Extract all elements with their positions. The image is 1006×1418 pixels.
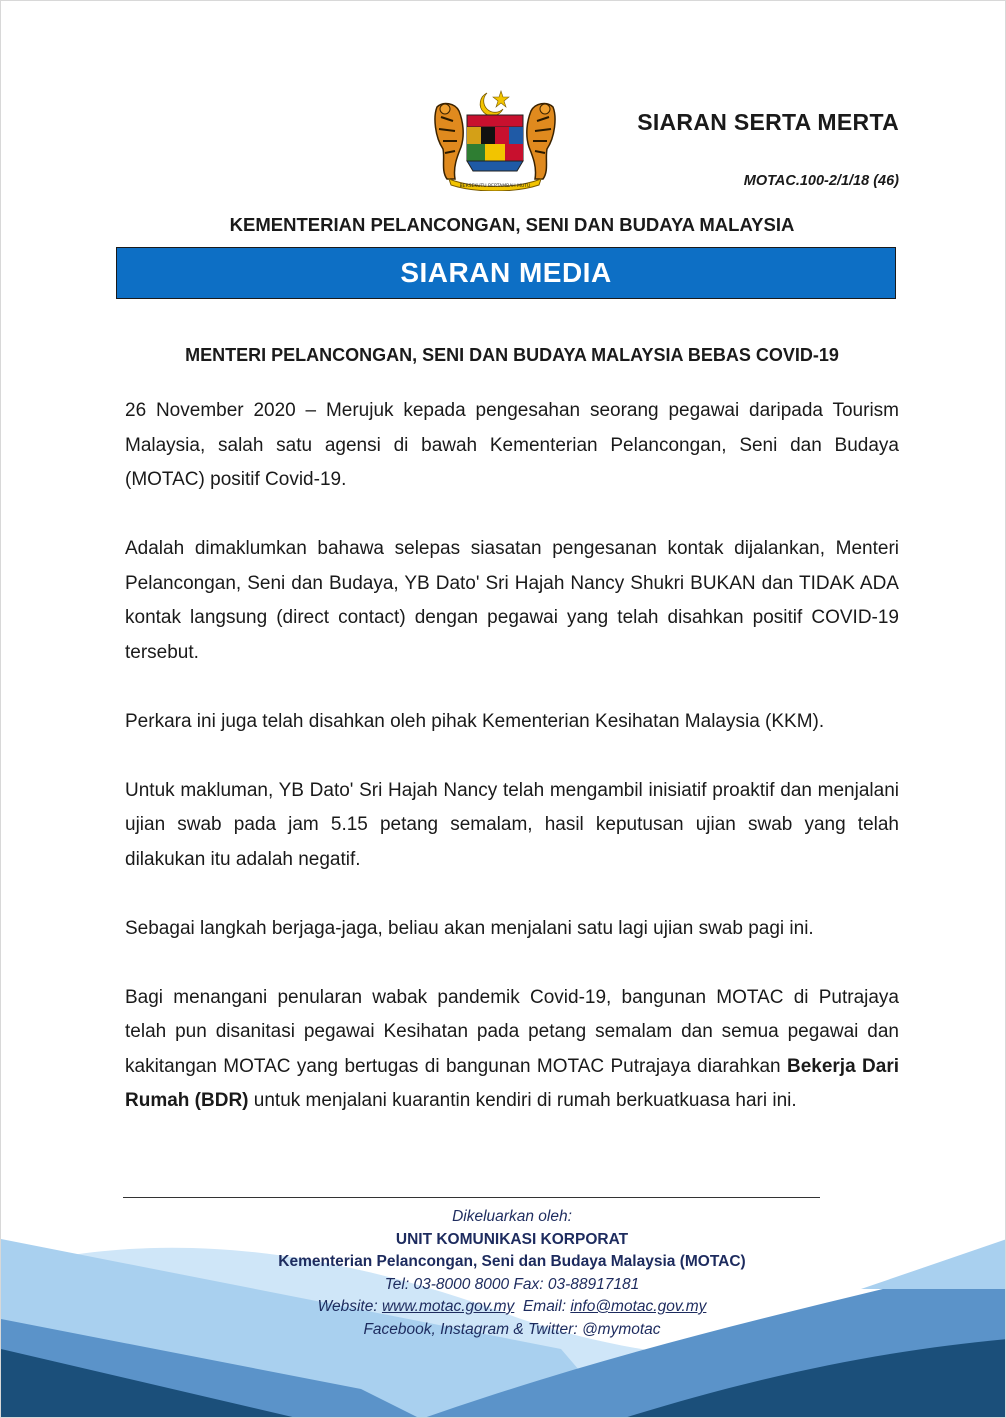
paragraph-last [125, 981, 899, 1119]
press-body [125, 394, 899, 1153]
paragraph-text: untuk menjalani kuarantin kendiri di rumah berkuatkuasa hari ini. [248, 1090, 797, 1111]
footer-divider [123, 1197, 820, 1198]
shield-icon [467, 115, 523, 171]
web-email-line [1, 1296, 1006, 1319]
ministry-heading: KEMENTERIAN PELANCONGAN, SENI DAN BUDAYA MALAYSIA [229, 214, 795, 235]
website-link[interactable]: www.motac.gov.my [381, 1298, 515, 1315]
release-type-label: SIARAN SERTA MERTA [637, 109, 899, 135]
social-handles: Facebook, Instagram & Twitter: @mymotac [363, 1320, 661, 1338]
press-headline: MENTERI PELANCONGAN, SENI DAN BUDAYA MALAYSIA BEBAS COVID-19 [185, 345, 839, 365]
ministry-full-name: Kementerian Pelancongan, Seni dan Budaya Malaysia (MOTAC) [278, 1253, 746, 1270]
paragraph: Sebagai langkah berjaga-jaga, beliau akan menjalani satu lagi ujian swab pagi ini. [125, 917, 814, 939]
crescent-star-icon [480, 91, 509, 116]
paragraph: Adalah dimaklumkan bahawa selepas siasatan pengesanan kontak dijalankan, Menteri Pelancongan, Seni dan Budaya, YB Dato' Sri Hajah Nancy Shukri BUKAN dan TIDAK ADA kontak langsung (direct contact) dengan pegawai yang telah disahkan positif COVID-19 tersebut. [125, 538, 899, 663]
paragraph-text: Bagi menangani penularan wabak pandemik Covid-19, bangunan MOTAC di Putrajaya telah pun disanitasi pegawai Kesihatan pada petang semalam dan semua pegawai dan kakitangan MOTAC yang bertugas di bangunan MOTAC Putrajaya diarahkan [125, 986, 899, 1077]
website-label: Website: [317, 1298, 378, 1315]
paragraph-bold-text: Bekerja Dari Rumah (BDR) [125, 1055, 899, 1111]
banner-text: SIARAN MEDIA [400, 257, 612, 288]
issuing-unit: UNIT KOMUNIKASI KORPORAT [395, 1230, 629, 1248]
footer-contact [1, 1206, 1006, 1341]
email-label: Email: [522, 1298, 567, 1315]
tel-fax: Tel: 03-8000 8000 Fax: 03-88917181 [384, 1275, 640, 1293]
right-tiger-icon [527, 104, 555, 179]
media-release-banner [116, 247, 896, 299]
paragraph: 26 November 2020 – Merujuk kepada pengesahan seorang pegawai daripada Tourism Malaysia, salah satu agensi di bawah Kementerian Pelancongan, Seni dan Budaya (MOTAC) positif Covid-19. [125, 400, 899, 490]
email-link[interactable]: info@motac.gov.my [570, 1298, 707, 1315]
issued-by-label: Dikeluarkan oleh: [452, 1208, 572, 1225]
paragraph: Untuk makluman, YB Dato' Sri Hajah Nancy telah mengambil inisiatif proaktif dan menjalani ujian swab pada jam 5.15 petang semalam, hasil keputusan ujian swab yang telah dilakukan itu adalah negatif. [125, 779, 899, 870]
reference-number: MOTAC.100-2/1/18 (46) [743, 173, 899, 189]
motto-scroll [449, 179, 541, 191]
paragraph: Perkara ini juga telah disahkan oleh pihak Kementerian Kesihatan Malaysia (KKM). [125, 710, 825, 732]
left-tiger-icon [435, 104, 463, 179]
coat-of-arms-icon [425, 87, 565, 191]
crest-motto-text: BERSEKUTU BERTAMBAH MUTU [459, 184, 531, 189]
